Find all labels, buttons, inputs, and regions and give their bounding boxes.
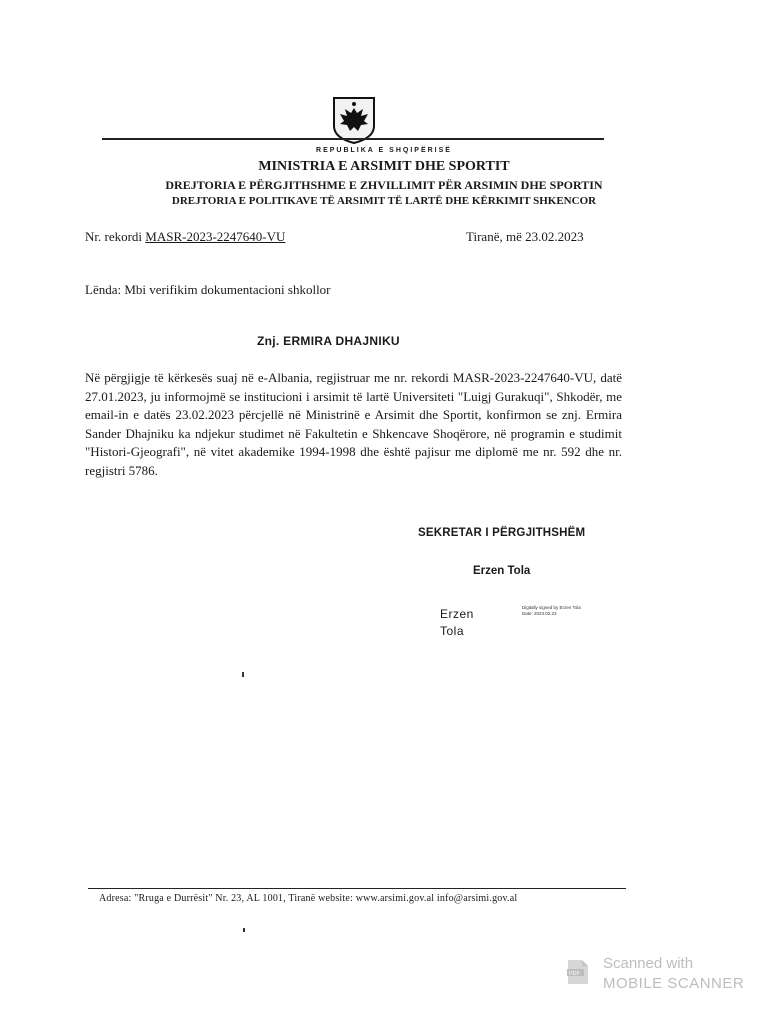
watermark-line2: MOBILE SCANNER — [603, 975, 745, 992]
recipient-name: Znj. ERMIRA DHAJNIKU — [257, 334, 400, 348]
directorate-name: DREJTORIA E POLITIKAVE TË ARSIMIT TË LARTË DHE KËRKIMIT SHKENCOR — [171, 195, 597, 207]
record-number: MASR-2023-2247640-VU — [145, 229, 286, 244]
digital-signature-line1: Erzen — [440, 607, 474, 621]
header-rule — [102, 138, 604, 140]
footer-address: Adresa: "Rruga e Durrësit" Nr. 23, AL 1001, Tiranë website: www.arsimi.gov.al info@arsimi.gov.al — [99, 893, 518, 904]
pdf-file-icon — [566, 959, 590, 985]
footer-rule — [88, 888, 626, 889]
albanian-eagle-crest-icon — [332, 96, 376, 144]
record-label: Nr. rekordi — [85, 229, 143, 244]
record-number-line — [85, 229, 285, 245]
digital-signature-line2: Tola — [440, 624, 465, 638]
republic-label: REPUBLIKA E SHQIPËRISË — [316, 147, 452, 154]
digital-signature-name — [440, 606, 474, 640]
signatory-name: Erzen Tola — [473, 565, 531, 577]
scanner-watermark — [566, 955, 746, 995]
place-date: Tiranë, më 23.02.2023 — [466, 229, 584, 244]
digital-signature-meta — [522, 605, 581, 617]
digital-signature-meta-line1: Digitally signed by Erzen Tola — [522, 605, 581, 610]
scan-speck — [243, 928, 245, 932]
directorate-general-name: DREJTORIA E PËRGJITHSHME E ZHVILLIMIT PËR ARSIMIN DHE SPORTIN — [165, 178, 603, 192]
watermark-line1: Scanned with — [603, 955, 694, 972]
subject-line: Lënda: Mbi verifikim dokumentacioni shkollor — [85, 282, 331, 297]
scan-speck — [242, 672, 244, 677]
signatory-title: SEKRETAR I PËRGJITHSHËM — [418, 527, 586, 539]
digital-signature-meta-line2: Date: 2023.02.23 — [522, 611, 557, 616]
ministry-name: MINISTRIA E ARSIMIT DHE SPORTIT — [258, 159, 510, 174]
letter-body: Në përgjigje të kërkesës suaj në e-Albania, regjistruar me nr. rekordi MASR-2023-2247640-VU, datë 27.01.2023, ju informojmë se institucioni i arsimit të lartë Universiteti "Luigj Gurakuqi", Shkodër, me email-in e datës 23.02.2023 përcjellë në Ministrinë e Arsimit dhe Sportit, konfirmon se znj. Ermira Sander Dhajniku ka ndjekur studimet në Fakultetin e Shkencave Shoqërore, në programin e studimit "Histori-Gjeografi", në vitet akademike 1994-1998 dhe është pajisur me diplomë me nr. 592 dhe nr. regjistri 5786. — [85, 370, 622, 478]
svg-text:PDF: PDF — [569, 971, 580, 977]
